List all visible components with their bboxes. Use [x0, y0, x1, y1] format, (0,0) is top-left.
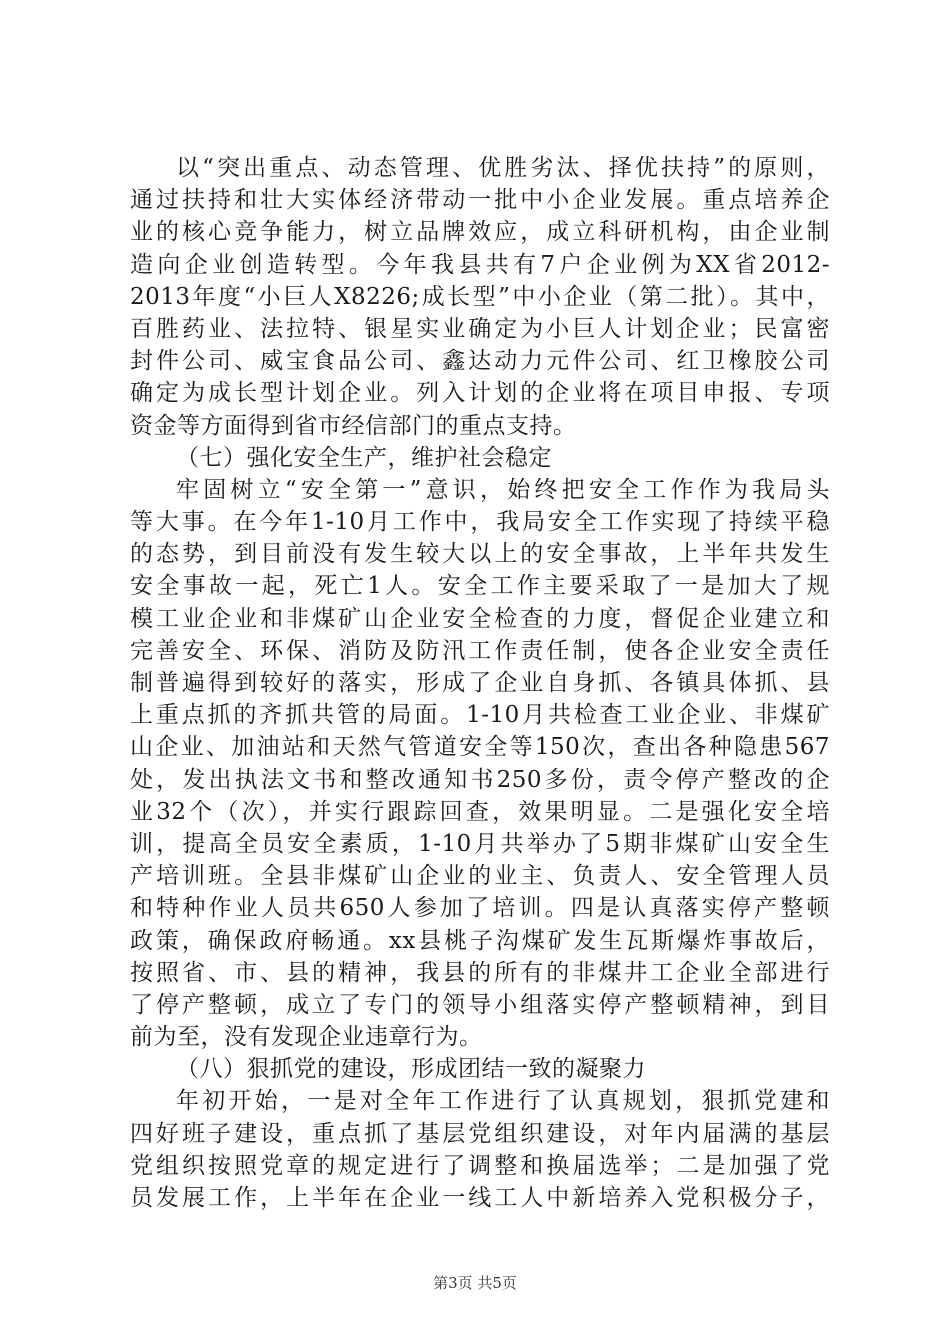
text-line: 产培训班。全县非煤矿山企业的业主、负责人、安全管理人员 [130, 863, 830, 890]
text-line: 上重点抓的齐抓共管的局面。1-10月共检查工业企业、非煤矿 [130, 702, 830, 729]
text-line: 政策，确保政府畅通。xx县桃子沟煤矿发生瓦斯爆炸事故后， [130, 927, 830, 954]
text-line: 业的核心竞争能力，树立品牌效应，成立科研机构，由企业制 [130, 219, 830, 246]
text-line: （七）强化安全生产，维护社会稳定 [176, 444, 552, 471]
text-line: 四好班子建设，重点抓了基层党组织建设，对年内届满的基层 [130, 1120, 830, 1147]
text-line: （八）狠抓党的建设，形成团结一致的凝聚力 [176, 1056, 646, 1083]
text-line: 封件公司、威宝食品公司、鑫达动力元件公司、红卫橡胶公司 [130, 348, 830, 375]
page-footer: 第3页 共5页 [433, 1274, 517, 1292]
text-line: 党组织按照党章的规定进行了调整和换届选举；二是加强了党 [130, 1152, 830, 1179]
text-line: 资金等方面得到省市经信部门的重点支持。 [130, 412, 577, 439]
text-line: 员发展工作，上半年在企业一线工人中新培养入党积极分子， [130, 1185, 830, 1211]
text-line: 等大事。在今年1-10月工作中，我局安全工作实现了持续平稳 [130, 509, 830, 536]
text-line: 百胜药业、法拉特、银星实业确定为小巨人计划企业；民富密 [130, 315, 830, 342]
text-line: 了停产整顿，成立了专门的领导小组落实停产整顿精神，到目 [130, 991, 830, 1018]
text-line: 处，发出执法文书和整改通知书250多份，责令停产整改的企 [130, 766, 830, 793]
text-line: 的态势，到目前没有发生较大以上的安全事故，上半年共发生 [130, 541, 830, 568]
text-line: 制普遍得到较好的落实，形成了企业自身抓、各镇具体抓、县 [130, 670, 830, 696]
body-text [130, 152, 830, 1214]
text-line: 完善安全、环保、消防及防汛工作责任制，使各企业安全责任 [130, 637, 830, 664]
text-line: 2013年度“小巨人X8226;成长型”中小企业（第二批）。其中， [130, 283, 830, 310]
text-line: 牢固树立“安全第一”意识，始终把安全工作作为我局头 [176, 476, 830, 503]
text-line: 训，提高全员安全素质，1-10月共举办了5期非煤矿山安全生 [130, 830, 830, 857]
text-line: 年初开始，一是对全年工作进行了认真规划，狠抓党建和 [176, 1088, 830, 1115]
text-line: 安全事故一起，死亡1人。安全工作主要采取了一是加大了规 [130, 573, 830, 600]
text-line: 和特种作业人员共650人参加了培训。四是认真落实停产整顿 [130, 895, 830, 922]
text-line: 业32个（次），并实行跟踪回查，效果明显。二是强化安全培 [130, 798, 830, 825]
text-line: 通过扶持和壮大实体经济带动一批中小企业发展。重点培养企 [130, 187, 830, 214]
text-line: 模工业企业和非煤矿山企业安全检查的力度，督促企业建立和 [130, 605, 830, 632]
text-line: 山企业、加油站和天然气管道安全等150次，查出各种隐患567 [130, 734, 830, 761]
text-line: 前为至，没有发现企业违章行为。 [130, 1024, 483, 1051]
text-line: 以“突出重点、动态管理、优胜劣汰、择优扶持”的原则， [176, 155, 830, 181]
text-line: 确定为成长型计划企业。列入计划的企业将在项目申报、专项 [130, 380, 830, 407]
text-line: 按照省、市、县的精神，我县的所有的非煤井工企业全部进行 [130, 959, 830, 986]
text-line: 造向企业创造转型。今年我县共有7户企业例为XX省2012- [130, 251, 830, 278]
